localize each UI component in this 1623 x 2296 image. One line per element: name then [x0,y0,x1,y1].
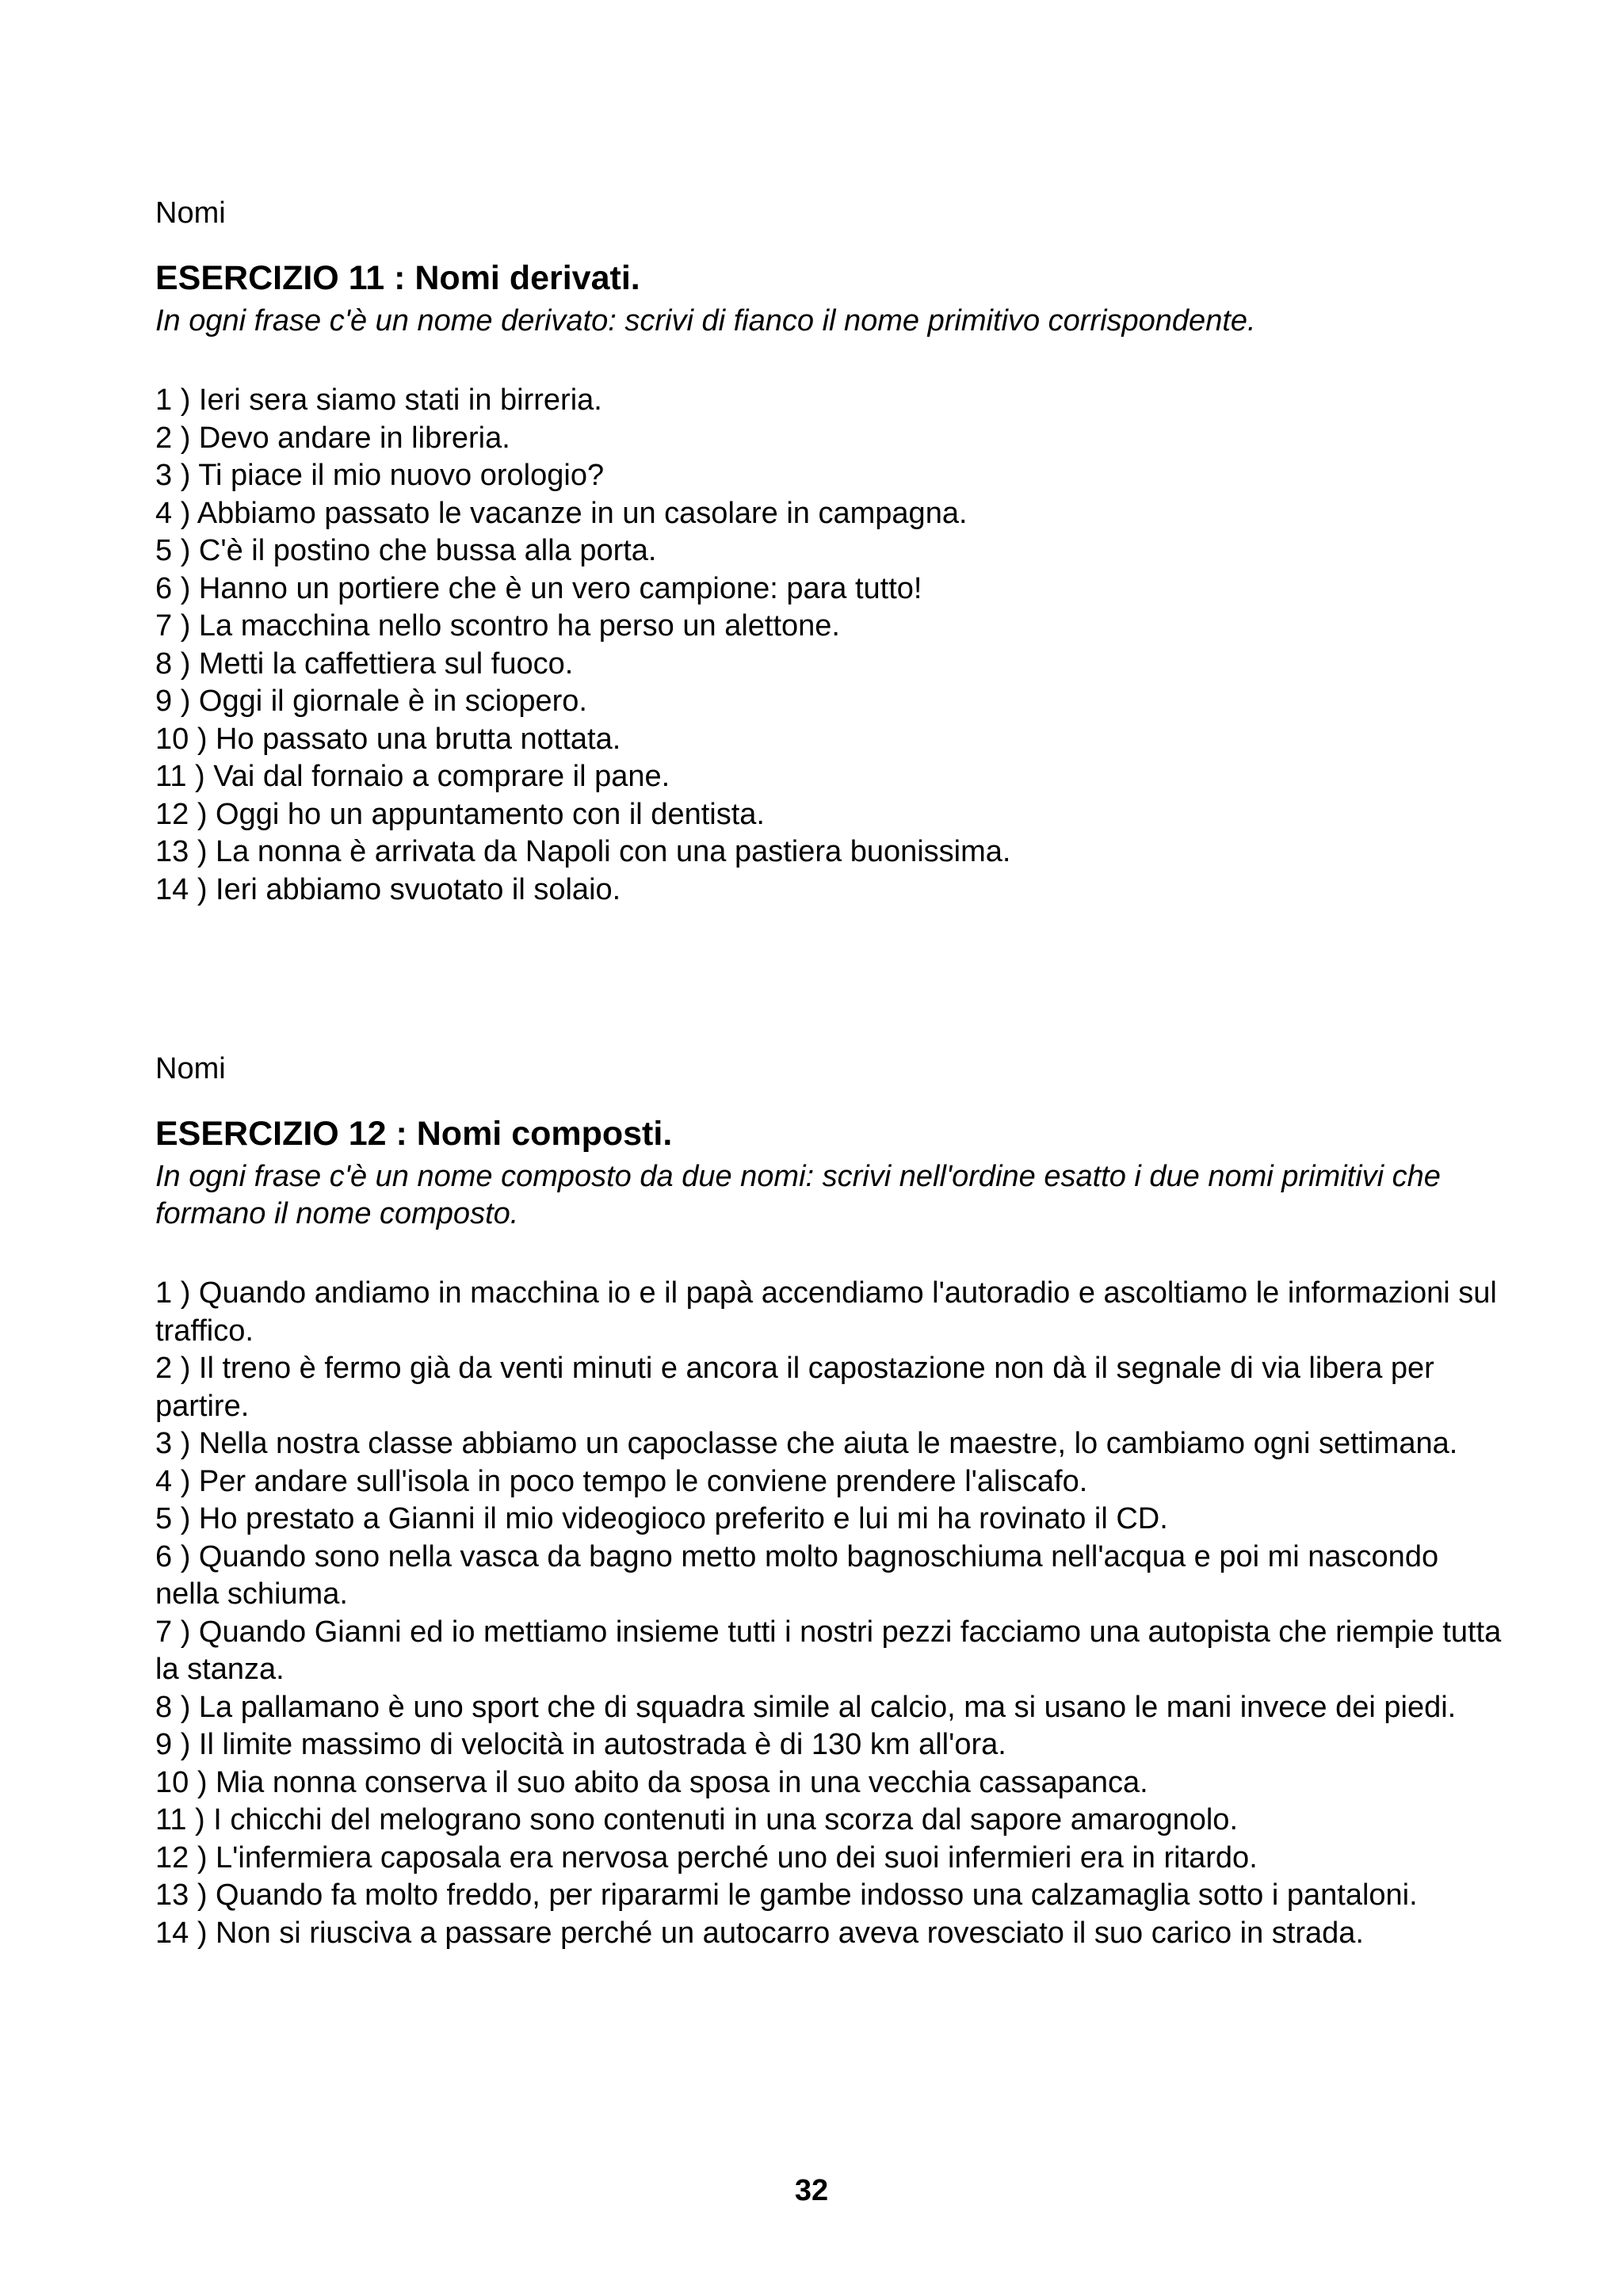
exercise-item: 8 ) Metti la caffettiera sul fuoco. [155,646,574,681]
exercise-item: 11 ) I chicchi del melograno sono contenuti in una scorza dal sapore amarognolo. [155,1803,1238,1836]
exercise-item: 13 ) La nonna è arrivata da Napoli con una pastiera buonissima. [155,835,1011,868]
exercise-item: 2 ) Il treno è fermo già da venti minuti e ancora il capostazione non dà il segnale di via libera per partire. [155,1352,1434,1423]
exercise-item: 5 ) Ho prestato a Gianni il mio videogioco preferito e lui mi ha rovinato il CD. [155,1502,1168,1535]
exercise-item: 11 ) Vai dal fornaio a comprare il pane. [155,760,670,793]
exercise-item: 14 ) Non si riusciva a passare perché un autocarro aveva rovesciato il suo carico in strada. [155,1916,1364,1950]
exercise-item: 3 ) Nella nostra classe abbiamo un capoclasse che aiuta le maestre, lo cambiamo ogni settimana. [155,1427,1458,1460]
exercise-item: 9 ) Oggi il giornale è in sciopero. [155,685,587,718]
exercise-item: 2 ) Devo andare in libreria. [155,421,510,455]
exercise-item: 10 ) Ho passato una brutta nottata. [155,722,621,756]
page-number: 32 [794,2174,829,2207]
exercise-11-section [155,190,1503,909]
category-label: Nomi [155,1052,226,1085]
exercise-item: 8 ) La pallamano è uno sport che di squadra simile al calcio, ma si usano le mani invece dei piedi. [155,1690,1457,1724]
exercise-item-list [155,1275,1503,1952]
exercise-12-section [155,1046,1503,1952]
exercise-item: 1 ) Ieri sera siamo stati in birreria. [155,383,602,417]
exercise-item: 12 ) Oggi ho un appuntamento con il dentista. [155,797,765,831]
exercise-item: 4 ) Abbiamo passato le vacanze in un casolare in campagna. [155,496,968,530]
exercise-title: ESERCIZIO 12 : Nomi composti. [155,1115,673,1153]
exercise-item: 5 ) C'è il postino che bussa alla porta. [155,534,657,567]
exercise-item-list [155,382,1503,909]
exercise-instruction: In ogni frase c'è un nome composto da due nomi: scrivi nell'ordine esatto i due nomi primitivi che formano il nome composto. [155,1160,1441,1230]
exercise-item: 3 ) Ti piace il mio nuovo orologio? [155,459,605,492]
exercise-item: 7 ) Quando Gianni ed io mettiamo insieme tutti i nostri pezzi facciamo una autopista che riempie tutta la stanza. [155,1615,1502,1686]
exercise-item: 10 ) Mia nonna conserva il suo abito da sposa in una vecchia cassapanca. [155,1765,1148,1799]
exercise-item: 12 ) L'infermiera caposala era nervosa perché uno dei suoi infermieri era in ritardo. [155,1840,1258,1875]
exercise-item: 4 ) Per andare sull'isola in poco tempo le conviene prendere l'aliscafo. [155,1464,1088,1498]
exercise-item: 6 ) Hanno un portiere che è un vero campione: para tutto! [155,571,922,605]
category-label: Nomi [155,196,226,230]
exercise-instruction: In ogni frase c'è un nome derivato: scrivi di fianco il nome primitivo corrispondente. [155,304,1256,338]
exercise-item: 1 ) Quando andiamo in macchina io e il papà accendiamo l'autoradio e ascoltiamo le informazioni sul traffico. [155,1276,1497,1348]
exercise-item: 6 ) Quando sono nella vasca da bagno metto molto bagnoschiuma nell'acqua e poi mi nascondo nella schiuma. [155,1539,1439,1611]
exercise-item: 14 ) Ieri abbiamo svuotato il solaio. [155,872,621,906]
exercise-item: 7 ) La macchina nello scontro ha perso un alettone. [155,609,840,643]
exercise-item: 9 ) Il limite massimo di velocità in autostrada è di 130 km all'ora. [155,1728,1006,1761]
exercise-title: ESERCIZIO 11 : Nomi derivati. [155,259,640,297]
exercise-item: 13 ) Quando fa molto freddo, per ripararmi le gambe indosso una calzamaglia sotto i pantaloni. [155,1878,1418,1912]
